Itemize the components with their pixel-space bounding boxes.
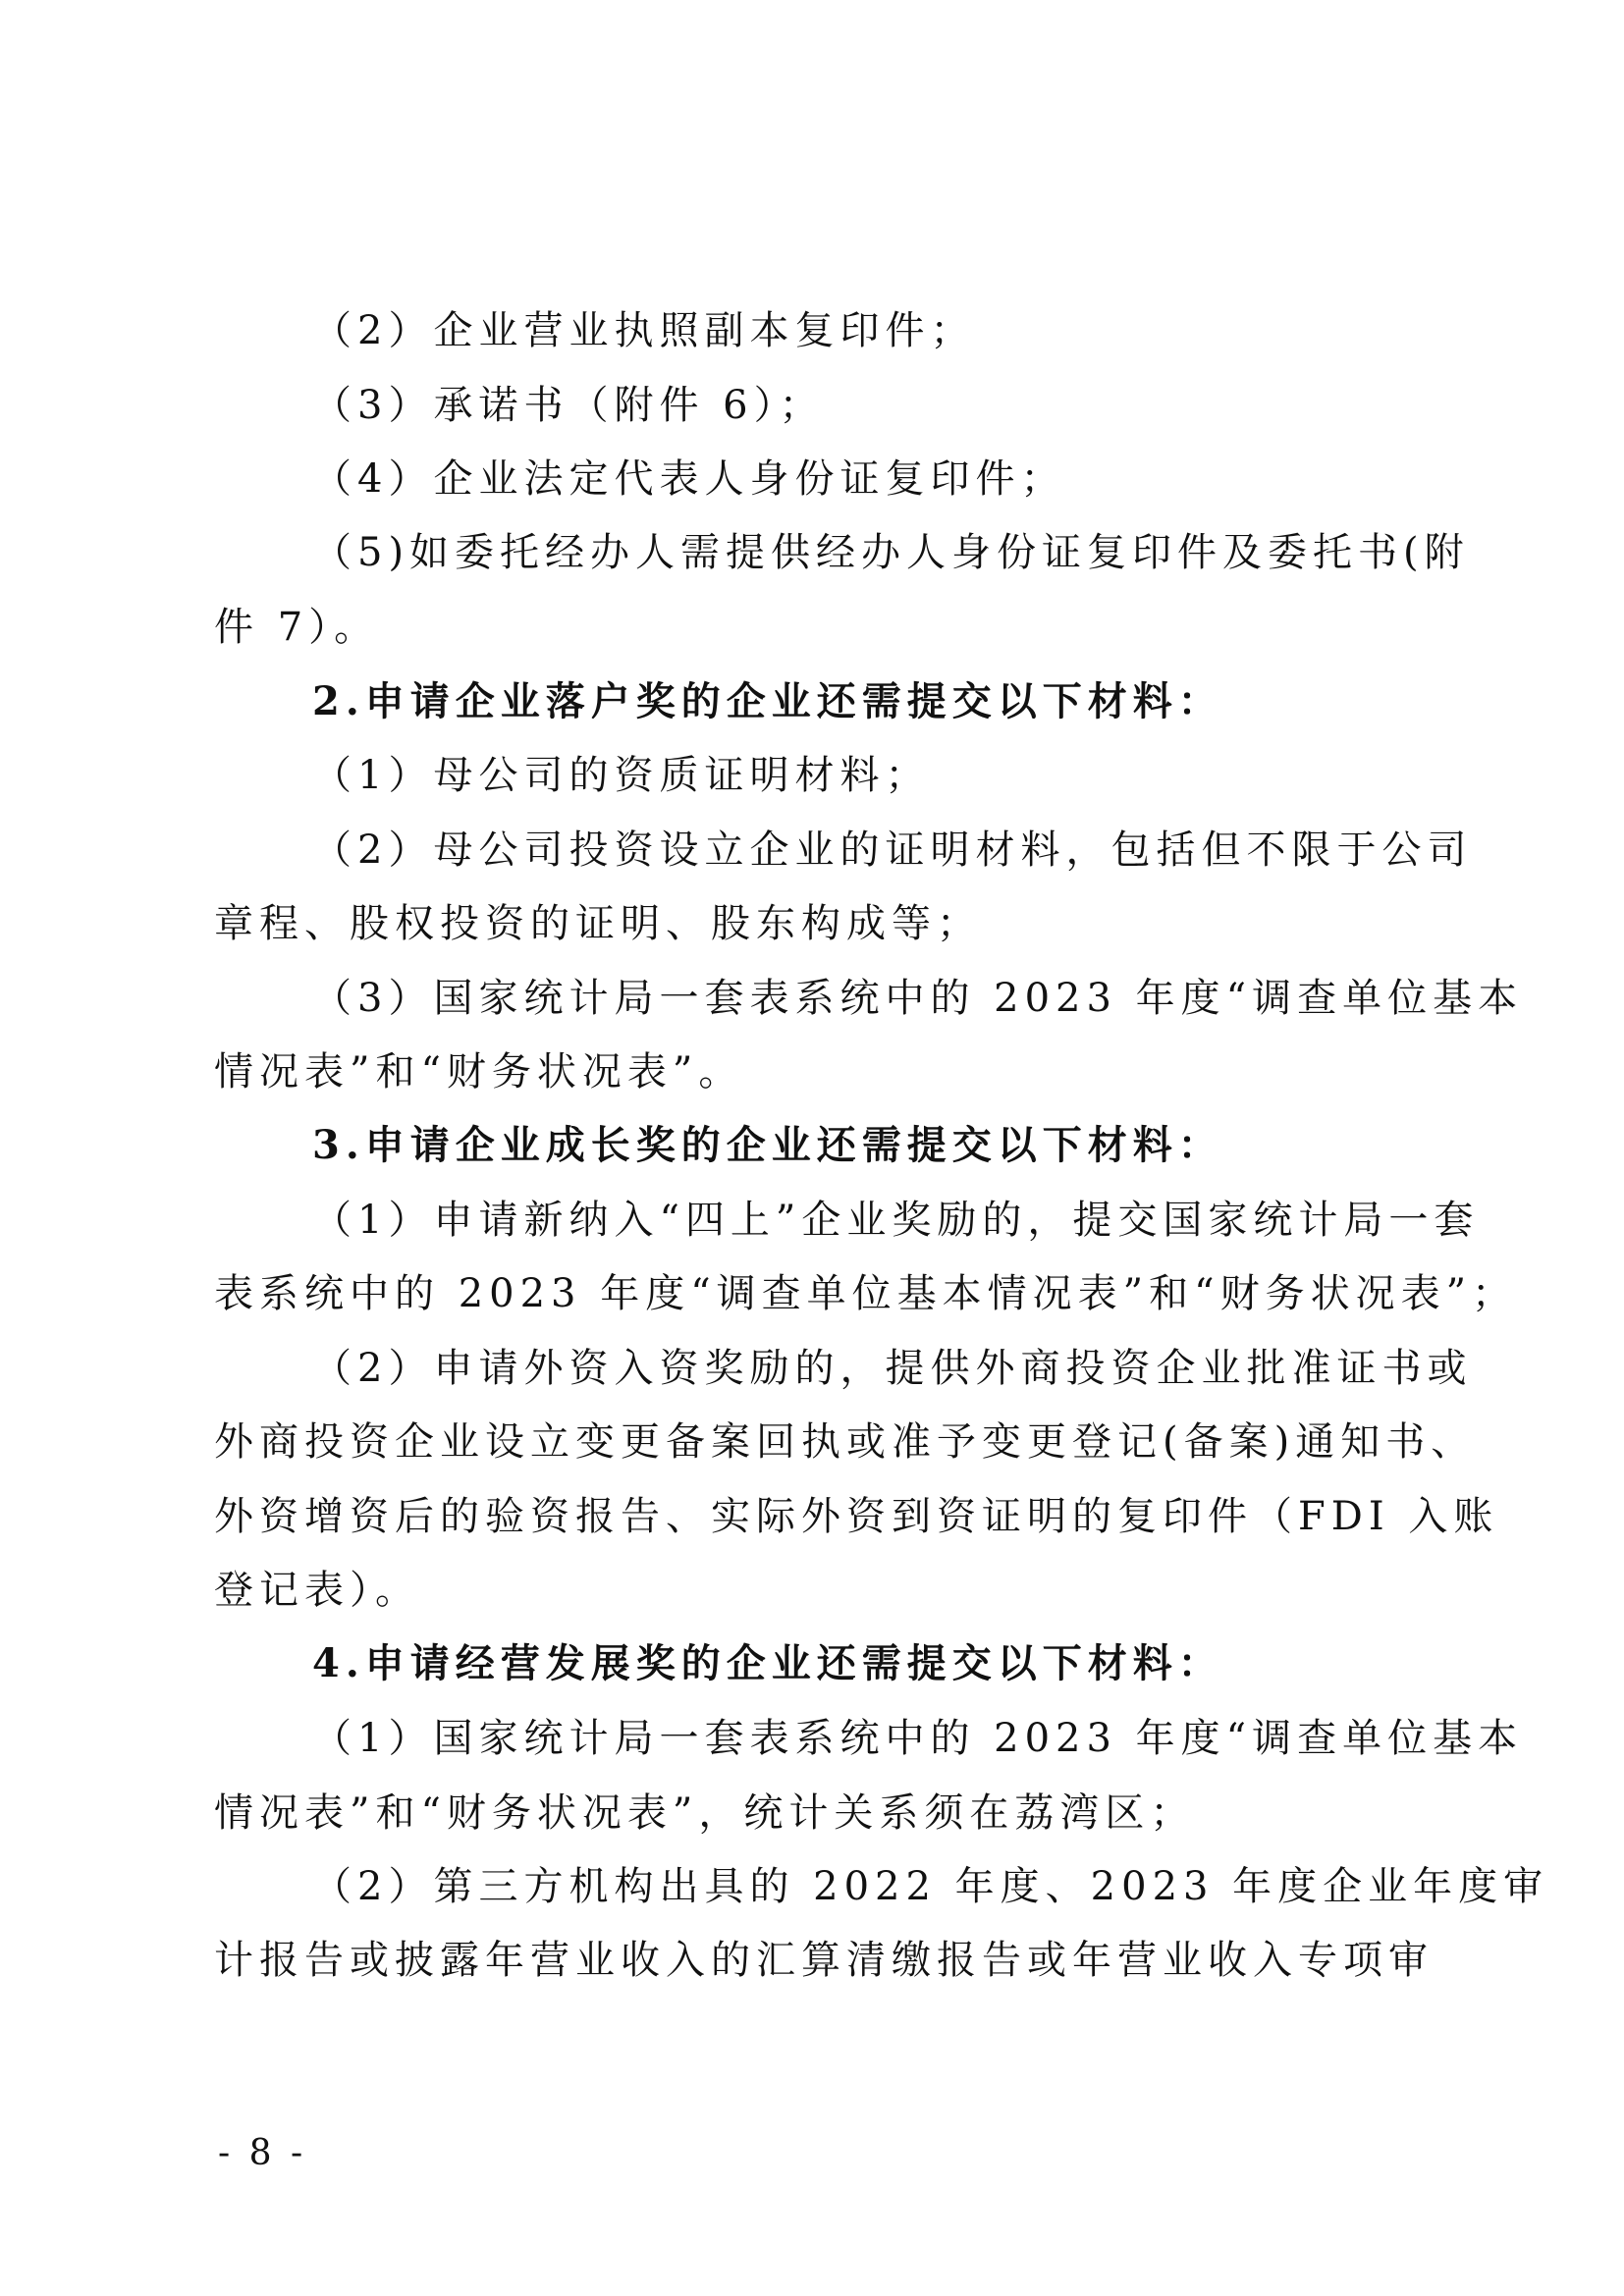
page-number: - 8 -	[218, 2133, 307, 2173]
text-line: （2）申请外资入资奖励的，提供外商投资企业批准证书或	[312, 1346, 1473, 1391]
text-line: 表系统中的 2023 年度“调查单位基本情况表”和“财务状况表”；	[214, 1271, 1518, 1316]
section-heading: 2.申请企业落户奖的企业还需提交以下材料：	[312, 678, 1223, 724]
text-line: 情况表”和“财务状况表”。	[214, 1049, 744, 1095]
text-line: （4）企业法定代表人身份证复印件；	[312, 456, 1066, 502]
text-line: 登记表）。	[214, 1568, 420, 1613]
text-line: （1）申请新纳入“四上”企业奖励的，提交国家统计局一套	[312, 1198, 1480, 1243]
text-line: （3）承诺书（附件 6）；	[312, 383, 825, 428]
text-line: （2）母公司投资设立企业的证明材料，包括但不限于公司	[312, 828, 1473, 873]
text-line: 计报告或披露年营业收入的汇算清缴报告或年营业收入专项审	[214, 1938, 1434, 1983]
text-line: 件 7）。	[214, 605, 380, 650]
text-line: （5)如委托经办人需提供经办人身份证复印件及委托书(附	[312, 530, 1470, 575]
text-line: （3）国家统计局一套表系统中的 2023 年度“调查单位基本	[312, 976, 1524, 1021]
text-line: （1）母公司的资质证明材料；	[312, 753, 931, 798]
text-line: （1）国家统计局一套表系统中的 2023 年度“调查单位基本	[312, 1716, 1524, 1761]
text-line: （2）企业营业执照副本复印件；	[312, 308, 976, 353]
text-line: 外资增资后的验资报告、实际外资到资证明的复印件（FDI 入账	[214, 1494, 1499, 1539]
text-line: 章程、股权投资的证明、股东构成等；	[214, 901, 982, 946]
text-line: 外商投资企业设立变更备案回执或准予变更登记(备案)通知书、	[214, 1419, 1477, 1465]
text-line: 情况表”和“财务状况表”，统计关系须在荔湾区；	[214, 1790, 1196, 1836]
section-heading: 3.申请企业成长奖的企业还需提交以下材料：	[312, 1122, 1223, 1168]
text-line: （2）第三方机构出具的 2022 年度、2023 年度企业年度审	[312, 1864, 1549, 1909]
section-heading: 4.申请经营发展奖的企业还需提交以下材料：	[312, 1640, 1223, 1686]
